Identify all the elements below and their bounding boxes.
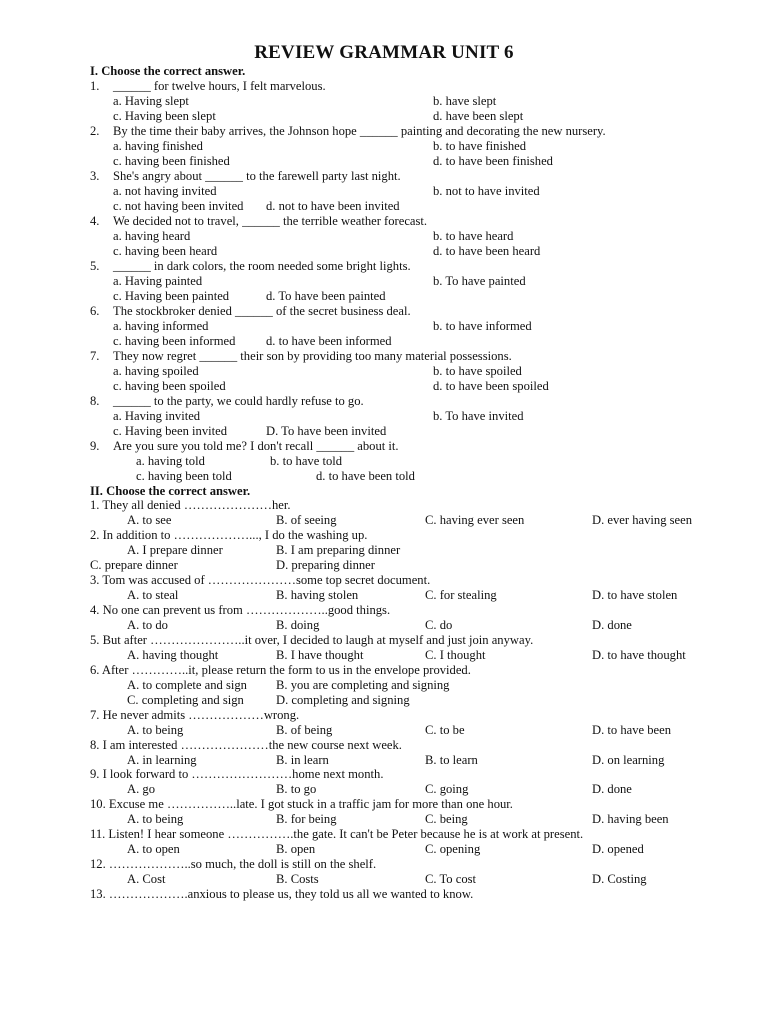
option-d: D. to have been	[592, 723, 672, 737]
option-b: b. To have invited	[433, 409, 524, 423]
option-a: a. having spoiled	[113, 364, 199, 378]
question-text: 7. He never admits ………………wrong.	[90, 708, 300, 722]
option-a: a. Having painted	[113, 274, 203, 288]
question-text: Are you sure you told me? I don't recall ______ about it.	[113, 439, 399, 453]
question-number: 5.	[90, 259, 100, 273]
question-text: 12. ………………..so much, the doll is still on the shelf.	[90, 857, 377, 871]
option-d: d. To have been painted	[266, 289, 386, 303]
option-d: D. ever having seen	[592, 513, 693, 527]
option-c: c. Having been invited	[113, 424, 228, 438]
option-b: B. to go	[276, 782, 317, 796]
option-b: B. doing	[276, 618, 320, 632]
question-number: 9.	[90, 439, 100, 453]
option-b: b. to have told	[270, 454, 343, 468]
question-text: 9. I look forward to ……………………home next month.	[90, 767, 384, 781]
option-d: d. to have been finished	[433, 154, 553, 168]
question-number: 4.	[90, 214, 100, 228]
question-text: ______ for twelve hours, I felt marvelous.	[113, 79, 326, 93]
option-b: b. To have painted	[433, 274, 526, 288]
section2-heading: II. Choose the correct answer.	[90, 484, 251, 498]
option-c: C. do	[425, 618, 453, 632]
option-d: D. Costing	[592, 872, 647, 886]
option-a: a. having told	[136, 454, 205, 468]
question-number: 7.	[90, 349, 100, 363]
option-a: a. Having invited	[113, 409, 201, 423]
option-a: A. in learning	[127, 753, 197, 767]
question-text: 2. In addition to ………………..., I do the washing up.	[90, 528, 368, 542]
option-b: b. to have spoiled	[433, 364, 522, 378]
question-text: 5. But after …………………..it over, I decided to laugh at myself and just join anyway.	[90, 633, 534, 647]
option-c: c. having been told	[136, 469, 232, 483]
option-c: c. not having been invited	[113, 199, 244, 213]
question-text: We decided not to travel, ______ the terrible weather forecast.	[113, 214, 428, 228]
option-b: b. have slept	[433, 94, 497, 108]
option-b: b. to have finished	[433, 139, 527, 153]
option-a: A. to being	[127, 812, 184, 826]
option-b: b. to have informed	[433, 319, 532, 333]
option-a: A. to being	[127, 723, 184, 737]
section1-heading: I. Choose the correct answer.	[90, 64, 246, 78]
option-d: D. on learning	[592, 753, 665, 767]
question-text: 10. Excuse me ……………..late. I got stuck in a traffic jam for more than one hour.	[90, 797, 513, 811]
option-c: C. prepare dinner	[90, 558, 178, 572]
option-c: C. going	[425, 782, 469, 796]
option-d: d. have been slept	[433, 109, 524, 123]
option-d: D. completing and signing	[276, 693, 410, 707]
option-a: A. go	[127, 782, 155, 796]
option-a: a. having finished	[113, 139, 203, 153]
option-a: A. I prepare dinner	[127, 543, 223, 557]
option-c: c. having been informed	[113, 334, 236, 348]
option-b: B. I am preparing dinner	[276, 543, 401, 557]
question-text: 8. I am interested …………………the new course next week.	[90, 738, 402, 752]
option-d: D. preparing dinner	[276, 558, 375, 572]
option-a: A. to complete and sign	[127, 678, 247, 692]
option-c: C. opening	[425, 842, 481, 856]
question-number: 3.	[90, 169, 100, 183]
option-c: c. Having been painted	[113, 289, 230, 303]
option-c: C. completing and sign	[127, 693, 244, 707]
option-b: B. open	[276, 842, 316, 856]
option-d: d. to have been heard	[433, 244, 541, 258]
option-d: D. done	[592, 782, 632, 796]
question-number: 6.	[90, 304, 100, 318]
option-d: d. to have been spoiled	[433, 379, 549, 393]
page-title: REVIEW GRAMMAR UNIT 6	[254, 42, 514, 63]
option-a: A. having thought	[127, 648, 219, 662]
option-a: A. to see	[127, 513, 172, 527]
option-a: a. not having invited	[113, 184, 217, 198]
option-a: A. to do	[127, 618, 168, 632]
option-c: c. Having been slept	[113, 109, 216, 123]
question-text: They now regret ______ their son by providing too many material possessions.	[113, 349, 512, 363]
question-text: 3. Tom was accused of …………………some top secret document.	[90, 573, 431, 587]
option-b: B. having stolen	[276, 588, 359, 602]
option-c: C. for stealing	[425, 588, 497, 602]
option-d: d. to have been informed	[266, 334, 392, 348]
option-b: B. Costs	[276, 872, 319, 886]
option-d: D. having been	[592, 812, 669, 826]
option-d: D. to have thought	[592, 648, 686, 662]
option-d: D. done	[592, 618, 632, 632]
option-b: b. not to have invited	[433, 184, 540, 198]
option-a: A. to open	[127, 842, 180, 856]
option-b: B. in learn	[276, 753, 329, 767]
question-text: ______ in dark colors, the room needed some bright lights.	[113, 259, 411, 273]
question-text: 1. They all denied …………………her.	[90, 498, 291, 512]
question-number: 1.	[90, 79, 100, 93]
option-c: C. I thought	[425, 648, 486, 662]
question-text: By the time their baby arrives, the Johnson hope ______ painting and decorating the new nursery.	[113, 124, 606, 138]
question-text: She's angry about ______ to the farewell party last night.	[113, 169, 401, 183]
question-text: 13. ……………….anxious to please us, they told us all we wanted to know.	[90, 887, 474, 901]
option-b: b. to have heard	[433, 229, 514, 243]
option-c: C. being	[425, 812, 468, 826]
option-c: C. having ever seen	[425, 513, 525, 527]
option-a: a. having informed	[113, 319, 209, 333]
question-text: 6. After …………..it, please return the form to us in the envelope provided.	[90, 663, 471, 677]
question-text: 4. No one can prevent us from ………………..good things.	[90, 603, 391, 617]
option-a: a. Having slept	[113, 94, 189, 108]
question-text: ______ to the party, we could hardly refuse to go.	[113, 394, 364, 408]
option-b: B. I have thought	[276, 648, 364, 662]
option-d: d. to have been told	[316, 469, 415, 483]
option-d: D. to have stolen	[592, 588, 678, 602]
option-c: c. having been finished	[113, 154, 230, 168]
option-c: c. having been heard	[113, 244, 218, 258]
option-b: B. you are completing and signing	[276, 678, 450, 692]
option-c: c. having been spoiled	[113, 379, 226, 393]
option-a: a. having heard	[113, 229, 191, 243]
option-c: C. to be	[425, 723, 465, 737]
option-a: A. to steal	[127, 588, 179, 602]
option-b: B. for being	[276, 812, 337, 826]
question-text: The stockbroker denied ______ of the secret business deal.	[113, 304, 411, 318]
question-number: 2.	[90, 124, 100, 138]
question-number: 8.	[90, 394, 100, 408]
option-d: d. not to have been invited	[266, 199, 400, 213]
option-d: D. To have been invited	[266, 424, 387, 438]
option-c: C. To cost	[425, 872, 477, 886]
question-text: 11. Listen! I hear someone …………….the gate. It can't be Peter because he is at work at present.	[90, 827, 584, 841]
option-c: B. to learn	[425, 753, 478, 767]
option-b: B. of being	[276, 723, 333, 737]
option-d: D. opened	[592, 842, 644, 856]
option-b: B. of seeing	[276, 513, 337, 527]
option-a: A. Cost	[127, 872, 166, 886]
